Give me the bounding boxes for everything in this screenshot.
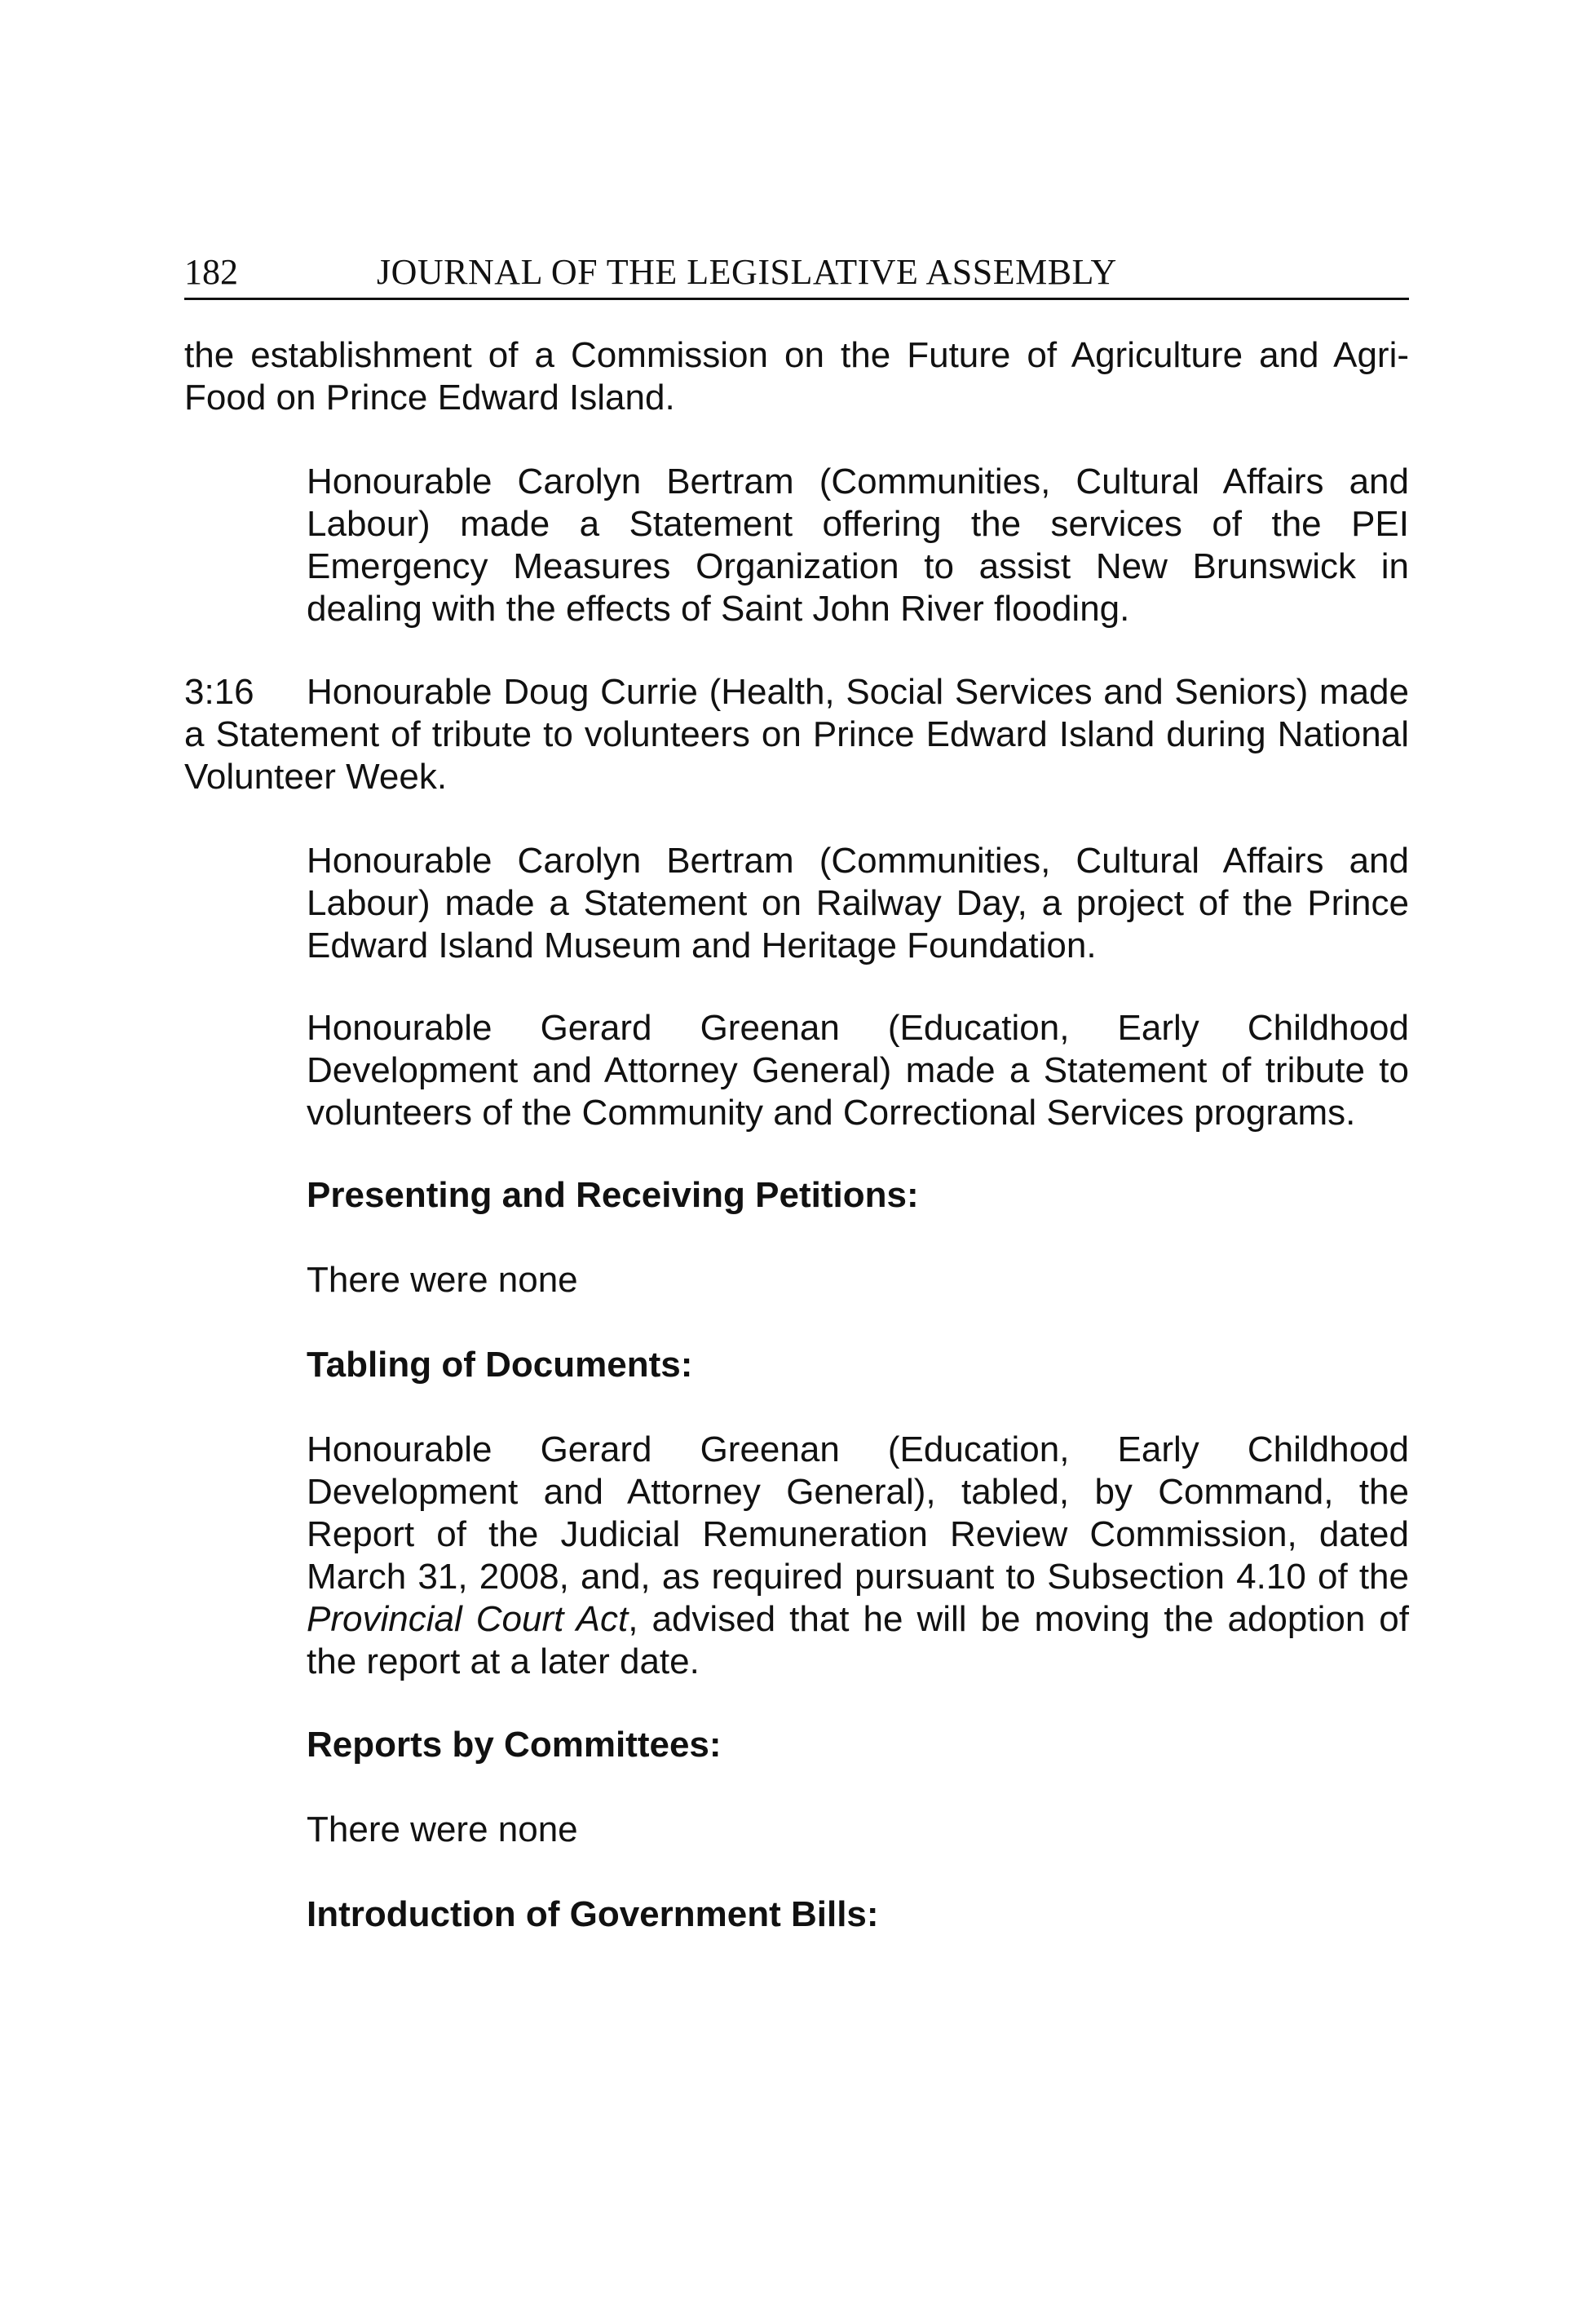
paragraph-currie-text: Honourable Doug Currie (Health, Social Services and Seniors) made a Statement of tribute to volunteers on Prince Edward Island during National Volunteer Week.: [184, 672, 1409, 797]
heading-tabling-documents: Tabling of Documents:: [307, 1345, 693, 1385]
heading-reports-committees: Reports by Committees:: [307, 1725, 722, 1765]
paragraph-tabling-report: [307, 1429, 1409, 1683]
petitions-none: There were none: [307, 1260, 578, 1300]
paragraph-agriculture-commission: the establishment of a Commission on the Future of Agriculture and Agri-Food on Prince Edward Island.: [184, 335, 1409, 418]
page-number: 182: [184, 252, 238, 292]
tabling-text-part1: Honourable Gerard Greenan (Education, Early Childhood Development and Attorney General), tabled, by Command, the Report of the Judicial Remuneration Review Commission, dated March 31, 2008, and, as required pursuant to Subsection 4.10 of the: [307, 1429, 1409, 1597]
act-title: Provincial Court Act: [307, 1599, 629, 1639]
reports-none: There were none: [307, 1809, 578, 1849]
running-head: JOURNAL OF THE LEGISLATIVE ASSEMBLY: [377, 252, 1117, 292]
page-header: [184, 247, 1409, 300]
paragraph-greenan-volunteers-statement: Honourable Gerard Greenan (Education, Early Childhood Development and Attorney General) made a Statement of tribute to volunteers of the Community and Correctional Services programs.: [307, 1008, 1409, 1133]
tabling-text-part2: , advised that he will be moving the adoption of the report at a later date.: [307, 1599, 1409, 1681]
heading-petitions: Presenting and Receiving Petitions:: [307, 1175, 919, 1215]
heading-government-bills: Introduction of Government Bills:: [307, 1894, 879, 1934]
timestamp: 3:16: [184, 672, 254, 712]
paragraph-currie-statement: [184, 671, 1409, 798]
paragraph-bertram-railway-statement: Honourable Carolyn Bertram (Communities, Cultural Affairs and Labour) made a Statement on Railway Day, a project of the Prince Edward Island Museum and Heritage Foundation.: [307, 841, 1409, 965]
paragraph-bertram-emo-statement: Honourable Carolyn Bertram (Communities, Cultural Affairs and Labour) made a Statement offering the services of the PEI Emergency Measures Organization to assist New Brunswick in dealing with the effects of Saint John River flooding.: [307, 462, 1409, 629]
